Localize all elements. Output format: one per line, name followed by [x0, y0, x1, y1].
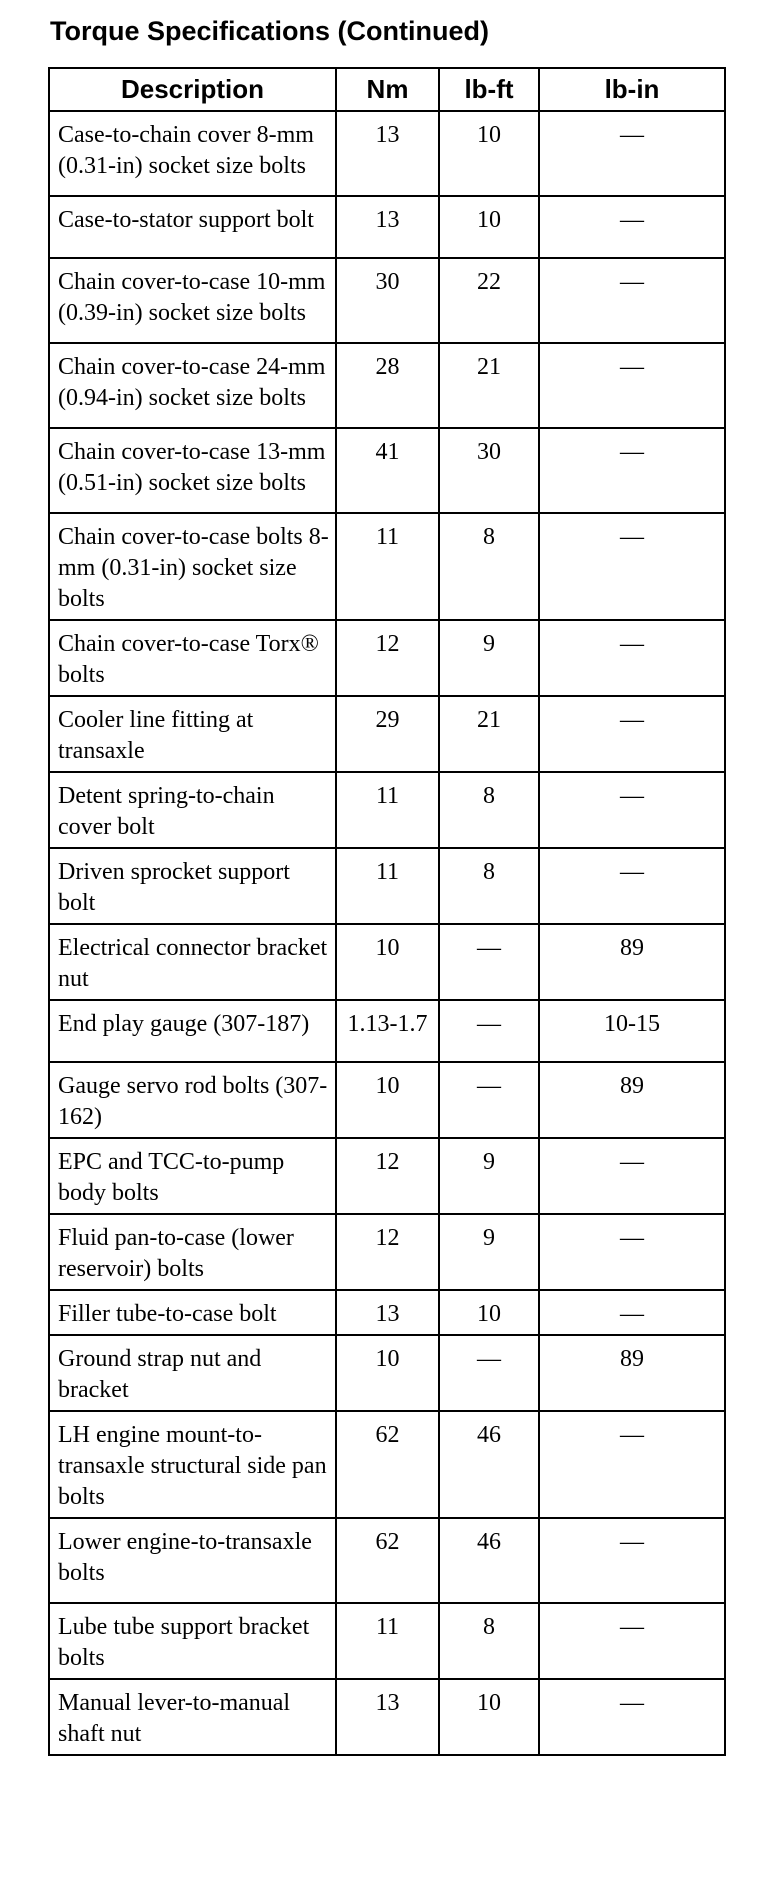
table-row: [49, 848, 725, 924]
page-title: Torque Specifications (Continued): [50, 16, 490, 46]
cell-nm: 30: [336, 258, 439, 343]
header-description: Description: [49, 68, 336, 111]
cell-nm: 62: [336, 1518, 439, 1603]
cell-nm: 10: [336, 1062, 439, 1138]
cell-lb-ft: —: [439, 924, 539, 1000]
cell-lb-ft: 30: [439, 428, 539, 513]
cell-lb-in: —: [539, 428, 725, 513]
cell-description: Case-to-chain cover 8-mm (0.31-in) socket size bolts: [49, 111, 336, 196]
cell-description: Chain cover-to-case 13-mm (0.51-in) socket size bolts: [49, 428, 336, 513]
table-row: [49, 343, 725, 428]
cell-description: Chain cover-to-case 10-mm (0.39-in) socket size bolts: [49, 258, 336, 343]
cell-nm: 29: [336, 696, 439, 772]
cell-lb-ft: 10: [439, 111, 539, 196]
cell-lb-in: —: [539, 1679, 725, 1755]
cell-lb-in: 10-15: [539, 1000, 725, 1062]
cell-lb-in: —: [539, 513, 725, 620]
cell-nm: 13: [336, 1679, 439, 1755]
cell-lb-in: —: [539, 620, 725, 696]
table-row: [49, 620, 725, 696]
cell-lb-in: —: [539, 1518, 725, 1603]
table-row: [49, 258, 725, 343]
cell-description: Fluid pan-to-case (lower reservoir) bolts: [49, 1214, 336, 1290]
cell-lb-in: 89: [539, 1062, 725, 1138]
cell-lb-ft: 10: [439, 1290, 539, 1335]
cell-nm: 10: [336, 924, 439, 1000]
cell-description: Gauge servo rod bolts (307-162): [49, 1062, 336, 1138]
cell-lb-ft: 8: [439, 772, 539, 848]
cell-lb-in: —: [539, 111, 725, 196]
cell-lb-in: —: [539, 1138, 725, 1214]
cell-nm: 1.13-1.7: [336, 1000, 439, 1062]
header-nm: Nm: [336, 68, 439, 111]
cell-description: Chain cover-to-case Torx® bolts: [49, 620, 336, 696]
cell-description: Lube tube support bracket bolts: [49, 1603, 336, 1679]
torque-spec-table: [48, 67, 726, 1756]
cell-lb-in: —: [539, 772, 725, 848]
header-lb-ft: lb-ft: [439, 68, 539, 111]
cell-lb-in: 89: [539, 924, 725, 1000]
cell-nm: 11: [336, 772, 439, 848]
cell-nm: 12: [336, 1138, 439, 1214]
cell-lb-in: 89: [539, 1335, 725, 1411]
cell-lb-ft: 21: [439, 696, 539, 772]
table-row: [49, 696, 725, 772]
cell-lb-ft: —: [439, 1335, 539, 1411]
table-row: [49, 1138, 725, 1214]
cell-lb-ft: —: [439, 1062, 539, 1138]
cell-description: Driven sprocket support bolt: [49, 848, 336, 924]
table-row: [49, 924, 725, 1000]
cell-description: Electrical connector bracket nut: [49, 924, 336, 1000]
table-row: [49, 513, 725, 620]
table-row: [49, 1518, 725, 1603]
cell-lb-ft: —: [439, 1000, 539, 1062]
cell-lb-in: —: [539, 696, 725, 772]
cell-lb-ft: 21: [439, 343, 539, 428]
cell-lb-ft: 10: [439, 1679, 539, 1755]
table-row: [49, 1062, 725, 1138]
cell-nm: 28: [336, 343, 439, 428]
cell-description: EPC and TCC-to-pump body bolts: [49, 1138, 336, 1214]
table-row: [49, 1411, 725, 1518]
table-row: [49, 111, 725, 196]
cell-nm: 13: [336, 1290, 439, 1335]
table-row: [49, 196, 725, 258]
cell-lb-ft: 9: [439, 1214, 539, 1290]
cell-lb-in: —: [539, 1411, 725, 1518]
cell-description: Case-to-stator support bolt: [49, 196, 336, 258]
cell-nm: 10: [336, 1335, 439, 1411]
cell-nm: 12: [336, 1214, 439, 1290]
cell-lb-in: —: [539, 343, 725, 428]
table-row: [49, 1000, 725, 1062]
cell-lb-in: —: [539, 1214, 725, 1290]
cell-description: Chain cover-to-case bolts 8-mm (0.31-in) socket size bolts: [49, 513, 336, 620]
cell-description: Filler tube-to-case bolt: [49, 1290, 336, 1335]
table-row: [49, 772, 725, 848]
cell-nm: 11: [336, 848, 439, 924]
cell-nm: 13: [336, 196, 439, 258]
table-body: [49, 111, 725, 1755]
cell-lb-in: —: [539, 258, 725, 343]
table-header-row: [49, 68, 725, 111]
cell-description: Ground strap nut and bracket: [49, 1335, 336, 1411]
cell-description: Detent spring-to-chain cover bolt: [49, 772, 336, 848]
cell-nm: 12: [336, 620, 439, 696]
cell-description: Chain cover-to-case 24-mm (0.94-in) socket size bolts: [49, 343, 336, 428]
cell-lb-ft: 8: [439, 1603, 539, 1679]
table-row: [49, 1214, 725, 1290]
cell-description: Lower engine-to-transaxle bolts: [49, 1518, 336, 1603]
cell-description: End play gauge (307-187): [49, 1000, 336, 1062]
cell-lb-ft: 46: [439, 1411, 539, 1518]
table-row: [49, 428, 725, 513]
cell-nm: 11: [336, 513, 439, 620]
cell-lb-in: —: [539, 1290, 725, 1335]
cell-nm: 13: [336, 111, 439, 196]
cell-lb-ft: 8: [439, 513, 539, 620]
cell-lb-in: —: [539, 848, 725, 924]
cell-nm: 11: [336, 1603, 439, 1679]
cell-lb-ft: 46: [439, 1518, 539, 1603]
cell-lb-ft: 10: [439, 196, 539, 258]
cell-lb-ft: 22: [439, 258, 539, 343]
cell-description: Cooler line fitting at transaxle: [49, 696, 336, 772]
cell-nm: 62: [336, 1411, 439, 1518]
cell-description: Manual lever-to-manual shaft nut: [49, 1679, 336, 1755]
cell-nm: 41: [336, 428, 439, 513]
table-row: [49, 1603, 725, 1679]
cell-lb-ft: 8: [439, 848, 539, 924]
table-row: [49, 1335, 725, 1411]
cell-description: LH engine mount-to-transaxle structural side pan bolts: [49, 1411, 336, 1518]
cell-lb-ft: 9: [439, 620, 539, 696]
table-row: [49, 1679, 725, 1755]
header-lb-in: lb-in: [539, 68, 725, 111]
table-row: [49, 1290, 725, 1335]
cell-lb-ft: 9: [439, 1138, 539, 1214]
cell-lb-in: —: [539, 196, 725, 258]
cell-lb-in: —: [539, 1603, 725, 1679]
